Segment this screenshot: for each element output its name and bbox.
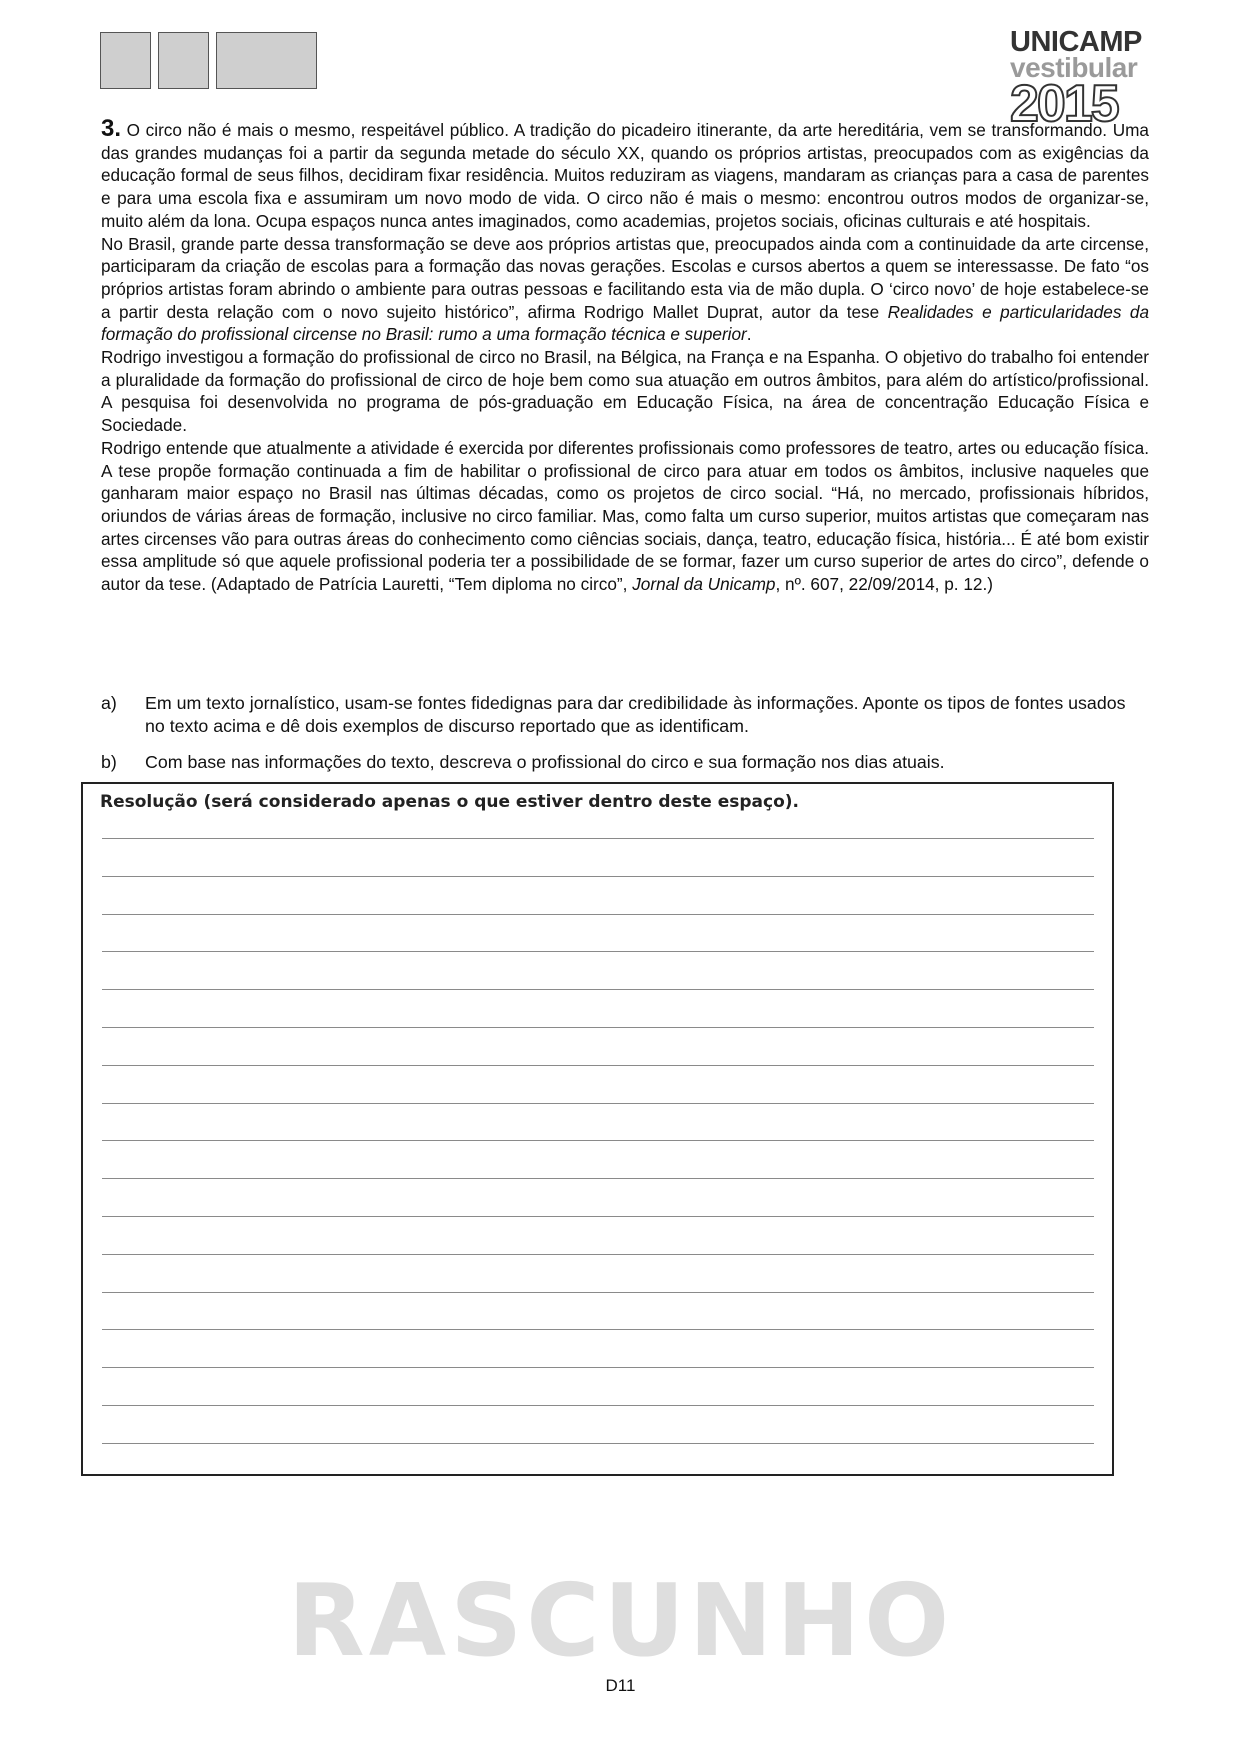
answer-line xyxy=(102,838,1094,839)
answer-line xyxy=(102,876,1094,877)
answer-line xyxy=(102,1140,1094,1141)
id-box-1 xyxy=(100,32,151,89)
answer-line xyxy=(102,1405,1094,1406)
page-number: D11 xyxy=(605,1676,636,1695)
id-box-2 xyxy=(158,32,209,89)
paragraph-1-text: O circo não é mais o mesmo, respeitável público. A tradição do picadeiro itinerante, da arte hereditária, vem se transformando. Uma das grandes mudanças foi a partir da segunda metade do século XX, quando os próprios artistas, preocupados com as exigências da educação formal de seus filhos, decidiram fixar residência. Muitos reduziram as viagens, mandaram as crianças para a casa de parentes e para uma escola fixa e assumiram um novo modo de vida. O circo não é mais o mesmo: encontrou outros modos de organizar-se, muito além da lona. Ocupa espaços nunca antes imaginados, como academias, projetos sociais, oficinas culturais e até hospitais. xyxy=(101,120,1149,231)
question-paragraph-3: Rodrigo investigou a formação do profissional de circo no Brasil, na Bélgica, na França e na Espanha. O objetivo do trabalho foi entender a pluralidade da formação do profissional de circo de hoje bem como sua atuação em outros âmbitos, para além do artístico/profissional. A pesquisa foi desenvolvida no programa de pós-graduação em Educação Física, na área de concentração Educação Física e Sociedade. xyxy=(101,347,1149,436)
answer-line xyxy=(102,1178,1094,1179)
item-a xyxy=(101,692,1149,737)
question-text xyxy=(101,115,1149,596)
answer-line xyxy=(102,914,1094,915)
question-paragraph-1 xyxy=(101,115,1149,233)
item-letter: b) xyxy=(101,752,117,773)
logo-vestibular: vestibular xyxy=(1010,52,1138,83)
answer-line xyxy=(102,1292,1094,1293)
answer-line xyxy=(102,1216,1094,1217)
answer-line xyxy=(102,1254,1094,1255)
paragraph-4-text: Rodrigo entende que atualmente a atividade é exercida por diferentes profissionais como professores de teatro, artes ou educação física. A tese propõe formação continuada a fim de habilitar o profissional de circo para atuar em todos os âmbitos, inclusive naqueles que ganharam maior espaço no Brasil nas últimas décadas, como os projetos de circo social. “Há, no mercado, profissionais híbridos, oriundos de várias áreas de formação, inclusive no circo familiar. Mas, como falta um curso superior, muitos artistas que começaram nas artes circenses vão para outras áreas do conhecimento como ciências sociais, dança, teatro, educação física, história... É até bom existir essa amplitude só que aquele profissional poderia ter a possibilidade de se formar, fazer um curso superior de artes do circo”, defende o autor da tese. (Adaptado de Patrícia Lauretti, “Tem diploma no circo”, xyxy=(101,437,1149,595)
answer-area[interactable] xyxy=(81,782,1114,1476)
question-items xyxy=(101,692,1149,788)
answer-area-title: Resolução (será considerado apenas o que estiver dentro deste espaço). xyxy=(100,792,800,812)
journal-title: Jornal da Unicamp xyxy=(632,574,776,595)
answer-line xyxy=(102,989,1094,990)
answer-line xyxy=(102,1065,1094,1066)
question-paragraph-2 xyxy=(101,233,1149,347)
item-b xyxy=(101,751,1149,774)
item-text: Com base nas informações do texto, descreva o profissional do circo e sua formação nos dias atuais. xyxy=(145,752,945,773)
answer-line xyxy=(102,951,1094,952)
draft-watermark: RASCUNHO xyxy=(287,1562,954,1679)
thesis-title: Realidades e particularidades da formação do profissional circense no Brasil: rumo a uma formação técnica e superior xyxy=(101,301,1149,345)
answer-line xyxy=(102,1329,1094,1330)
answer-line xyxy=(102,1027,1094,1028)
candidate-id-boxes xyxy=(100,32,317,89)
answer-line xyxy=(102,1367,1094,1368)
paragraph-4-end: , nº. 607, 22/09/2014, p. 12.) xyxy=(775,574,993,595)
question-number: 3. xyxy=(101,115,122,142)
item-text: Em um texto jornalístico, usam-se fontes fidedignas para dar credibilidade às informações. Aponte os tipos de fontes usados no texto acima e dê dois exemplos de discurso reportado que as identificam. xyxy=(145,693,1126,736)
logo-unicamp: UNICAMP xyxy=(1010,26,1142,58)
question-paragraph-4 xyxy=(101,437,1149,596)
logo-year: 2015 xyxy=(1010,75,1118,133)
paragraph-2-text: No Brasil, grande parte dessa transformação se deve aos próprios artistas que, preocupados ainda com a continuidade da arte circense, participaram da criação de escolas para a formação das novas gerações. Escolas e cursos abertos a quem se interessasse. De fato “os próprios artistas foram abrindo o ambiente para outras pessoas e facilitando esta via de mão dupla. O ‘circo novo’ de hoje estabelece-se a partir desta relação com o novo sujeito histórico”, afirma Rodrigo Mallet Duprat, autor da tese xyxy=(101,233,1149,322)
answer-line xyxy=(102,1103,1094,1104)
item-letter: a) xyxy=(101,693,117,713)
paragraph-2-end: . xyxy=(746,324,752,345)
answer-line xyxy=(102,1443,1094,1444)
id-box-3 xyxy=(216,32,317,89)
unicamp-logo xyxy=(1010,26,1160,133)
